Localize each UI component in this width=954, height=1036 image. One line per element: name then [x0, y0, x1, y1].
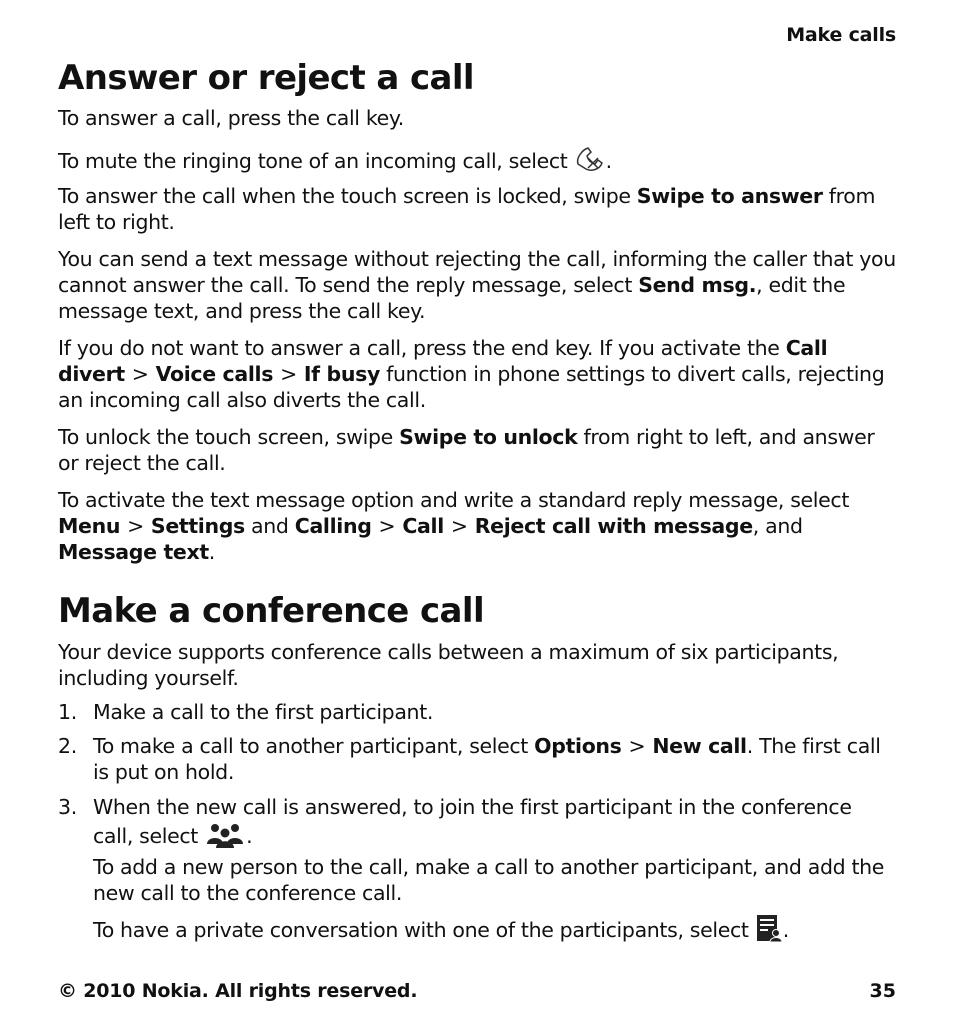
list-number: 2. — [58, 734, 77, 758]
paragraph: To answer a call, press the call key. — [58, 106, 404, 130]
paragraph: To have a private conversation with one of the participants, select . — [93, 914, 896, 948]
conference-join-icon — [204, 820, 246, 854]
list-text: Make a call to the first participant. — [93, 700, 434, 724]
section-title-answer-reject: Answer or reject a call — [58, 58, 474, 98]
section-title-conference: Make a conference call — [58, 591, 485, 631]
footer-copyright: © 2010 Nokia. All rights reserved. — [58, 980, 418, 1002]
private-call-icon — [755, 914, 783, 948]
list-text: To make a call to another participant, select Options > New call. The first call is put on hold. — [93, 734, 881, 784]
running-header: Make calls — [786, 24, 896, 46]
list-number: 1. — [58, 700, 77, 724]
paragraph: To activate the text message option and write a standard reply message, select Menu > Settings and Calling > Call > Reject call with message, and Message text. — [58, 488, 850, 564]
paragraph: You can send a text message without rejecting the call, informing the caller that you cannot answer the call. To send the reply message, select Send msg., edit the message text, and press the call key. — [58, 247, 896, 323]
list-number: 3. — [58, 795, 77, 819]
paragraph: To unlock the touch screen, swipe Swipe to unlock from right to left, and answer or reject the call. — [58, 425, 875, 475]
paragraph: To add a new person to the call, make a call to another participant, and add the new call to the conference call. — [93, 855, 885, 905]
paragraph: Your device supports conference calls between a maximum of six participants, including yourself. — [58, 640, 839, 690]
mute-ringtone-icon — [574, 144, 606, 180]
paragraph: To mute the ringing tone of an incoming call, select . — [58, 144, 896, 180]
paragraph: If you do not want to answer a call, press the end key. If you activate the Call divert > Voice calls > If busy function in phone settings to divert calls, rejecting an incoming call also diverts the call. — [58, 336, 885, 412]
paragraph: To answer the call when the touch screen is locked, swipe Swipe to answer from left to right. — [58, 184, 876, 234]
list-text: When the new call is answered, to join the first participant in the conference call, select . — [93, 794, 896, 854]
page-number: 35 — [869, 980, 896, 1002]
